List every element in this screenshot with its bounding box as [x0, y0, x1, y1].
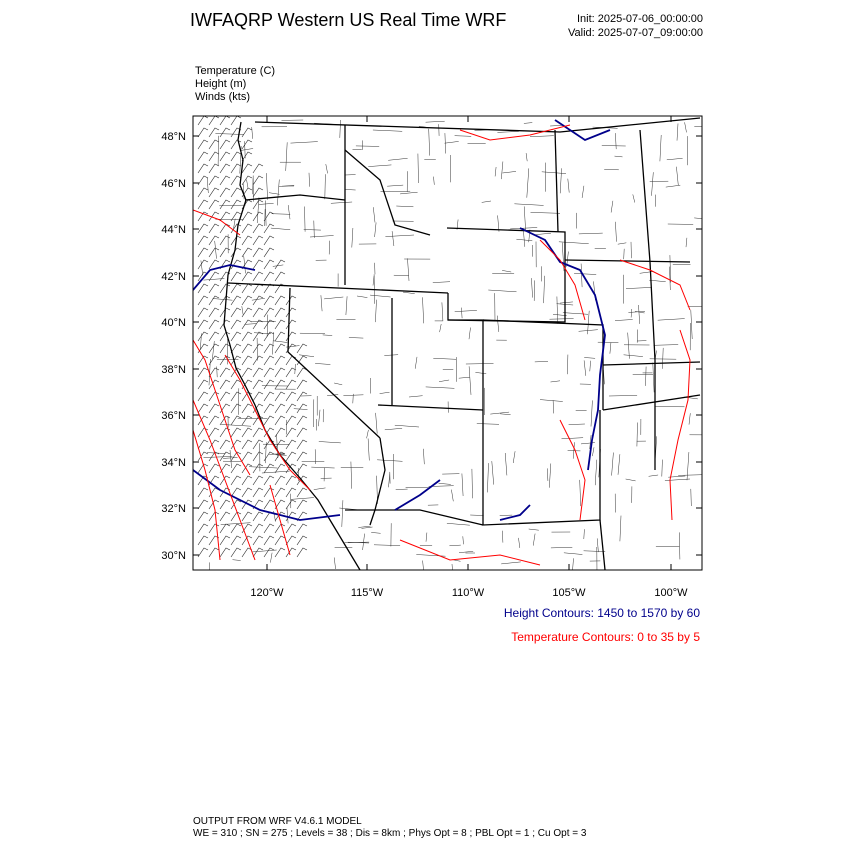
lat-label: 32°N [161, 503, 186, 515]
utah-east-border [448, 293, 483, 410]
lat-label: 44°N [161, 224, 186, 236]
map-layers [193, 116, 713, 579]
footer-run-config: WE = 310 ; SN = 275 ; Levels = 38 ; Dis = 8km ; Phys Opt = 8 ; PBL Opt = 1 ; Cu Opt = 3 [193, 828, 587, 839]
plot-title: IWFAQRP Western US Real Time WRF [190, 10, 507, 30]
new-mexico-border [483, 410, 600, 525]
lon-label: 105°W [552, 587, 586, 599]
nebraska-kansas-border [603, 362, 700, 365]
axis-ticks [193, 116, 702, 570]
dakota-border [555, 130, 558, 232]
nevada-border [288, 288, 380, 438]
lat-label: 36°N [161, 410, 186, 422]
wind-barbs [198, 116, 307, 557]
lat-label: 42°N [161, 271, 186, 283]
canada-border [255, 118, 700, 132]
lat-label: 46°N [161, 178, 186, 190]
washington-oregon-border [245, 195, 345, 200]
lon-label: 110°W [451, 587, 485, 599]
south-dakota-border [565, 260, 690, 262]
footer-model-info: OUTPUT FROM WRF V4.6.1 MODEL [193, 816, 362, 827]
latitude-labels [161, 131, 186, 562]
lat-label: 30°N [161, 550, 186, 562]
lat-label: 38°N [161, 364, 186, 376]
temperature-contour-legend: Temperature Contours: 0 to 35 by 5 [511, 630, 700, 644]
lat-label: 48°N [161, 131, 186, 143]
lon-label: 100°W [654, 587, 688, 599]
mexico-border [345, 510, 483, 525]
colorado-border [483, 320, 603, 410]
map-frame [193, 116, 702, 570]
oklahoma-border [603, 395, 700, 410]
field-label-height: Height (m) [195, 78, 247, 90]
lon-label: 115°W [350, 587, 384, 599]
valid-time: Valid: 2025-07-07_09:00:00 [568, 27, 703, 39]
lon-label: 120°W [250, 587, 284, 599]
montana-idaho-border [345, 150, 430, 235]
lat-label: 34°N [161, 457, 186, 469]
wind-barb-field [198, 116, 307, 557]
texas-border [600, 520, 605, 570]
height-contour-legend: Height Contours: 1450 to 1570 by 60 [503, 606, 700, 620]
lat-label: 40°N [161, 317, 186, 329]
california-arizona-border [370, 438, 385, 525]
init-time: Init: 2025-07-06_00:00:00 [577, 13, 703, 25]
field-label-winds: Winds (kts) [195, 91, 250, 103]
longitude-labels [250, 587, 688, 599]
height-contours [193, 120, 610, 520]
utah-arizona-border [378, 405, 483, 410]
field-label-temperature: Temperature (C) [195, 65, 276, 77]
